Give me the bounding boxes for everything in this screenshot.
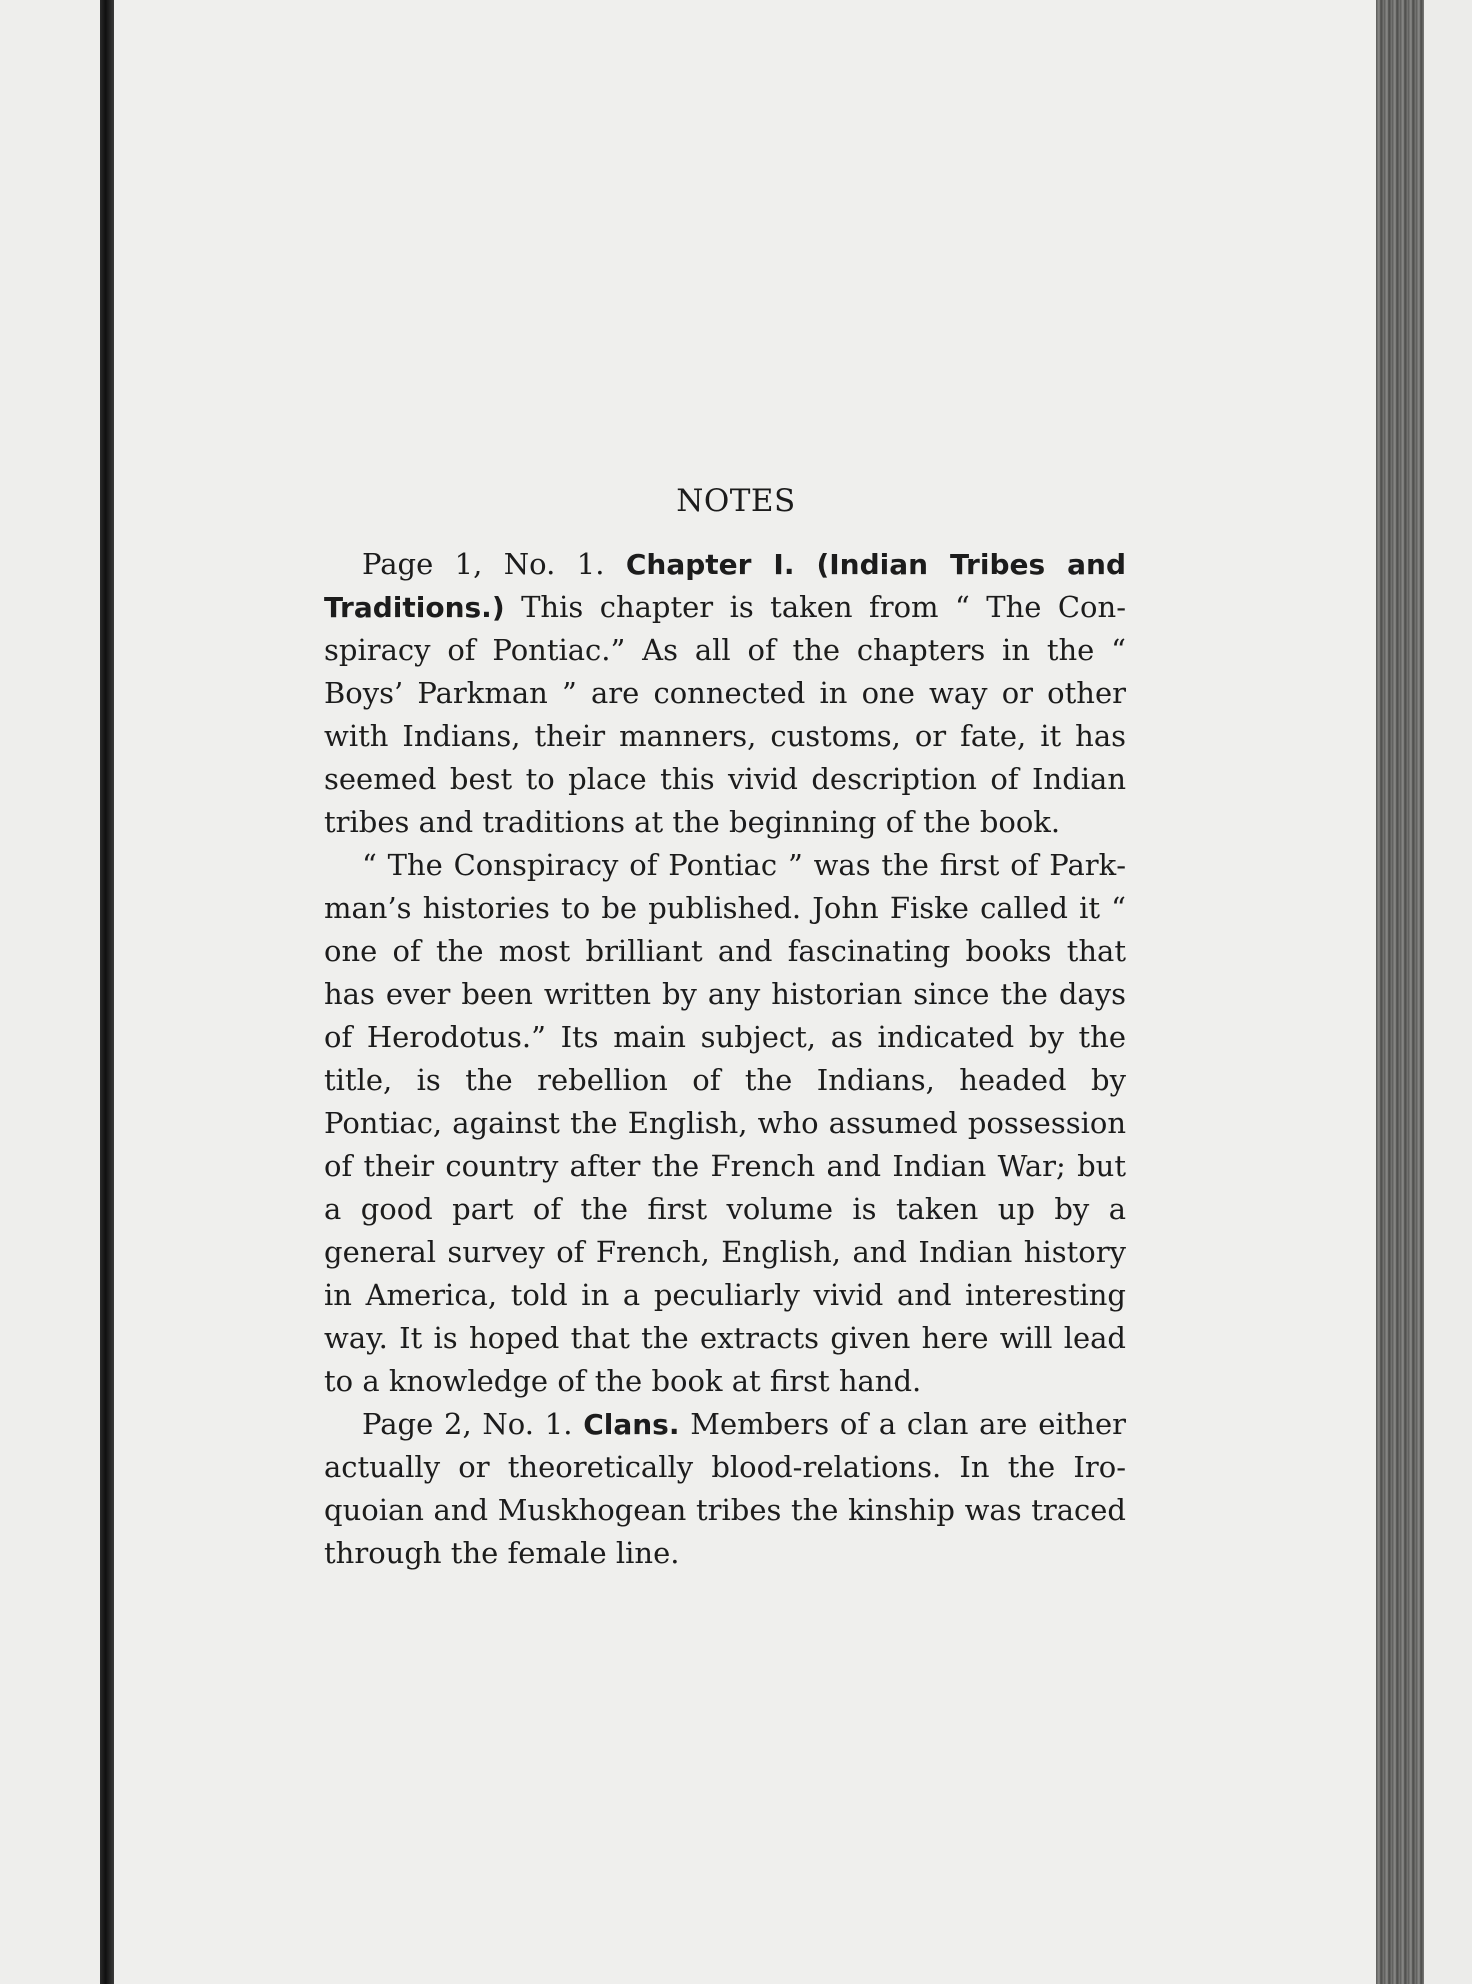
note-2 <box>324 1403 1126 1575</box>
notes-section <box>324 480 1126 1575</box>
left-margin <box>0 0 100 1984</box>
page-edges <box>1376 0 1424 1984</box>
note-1-continued-body: “ The Conspiracy of Pontiac ” was the first of Parkman’s histories to be published. John Fiske called it “ one of the most brilliant and fascinating books that has ever been written by any historian since the days of Herodotus.” Its main subject, as indicated by the title, is the rebellion of the Indians, headed by Pontiac, against the English, who assumed possession of their country after the French and Indian War; but a good part of the first volume is taken up by a general survey of French, English, and Indian history in America, told in a peculiarly vivid and interesting way. It is hoped that the extracts given here will lead to a knowledge of the book at first hand. <box>324 848 1126 1398</box>
notes-heading: NOTES <box>676 483 796 519</box>
note-2-ref: Page 2, No. 1. <box>362 1407 573 1441</box>
binding-edge <box>100 0 114 1984</box>
note-2-body: Members of a clan are either actually or theoretically blood-relations. In the Iroquoian and Muskhogean tribes the kinship was traced through the female line. <box>324 1407 1127 1570</box>
note-1-continued <box>324 844 1126 1403</box>
note-1-ref: Page 1, No. 1. <box>362 547 605 581</box>
note-1-body: This chapter is taken from “ The Conspiracy of Pontiac.” As all of the chapters in the “ Boys’ Parkman ” are connected in one way or other with Indians, their manners, customs, or fate, it has seemed best to place this vivid description of Indian tribes and traditions at the beginning of the book. <box>324 590 1127 839</box>
note-2-title: Clans. <box>583 1408 680 1441</box>
note-1 <box>324 543 1126 844</box>
note-1-title: Chapter I. (Indian Tribes and Traditions.) <box>324 548 1126 624</box>
